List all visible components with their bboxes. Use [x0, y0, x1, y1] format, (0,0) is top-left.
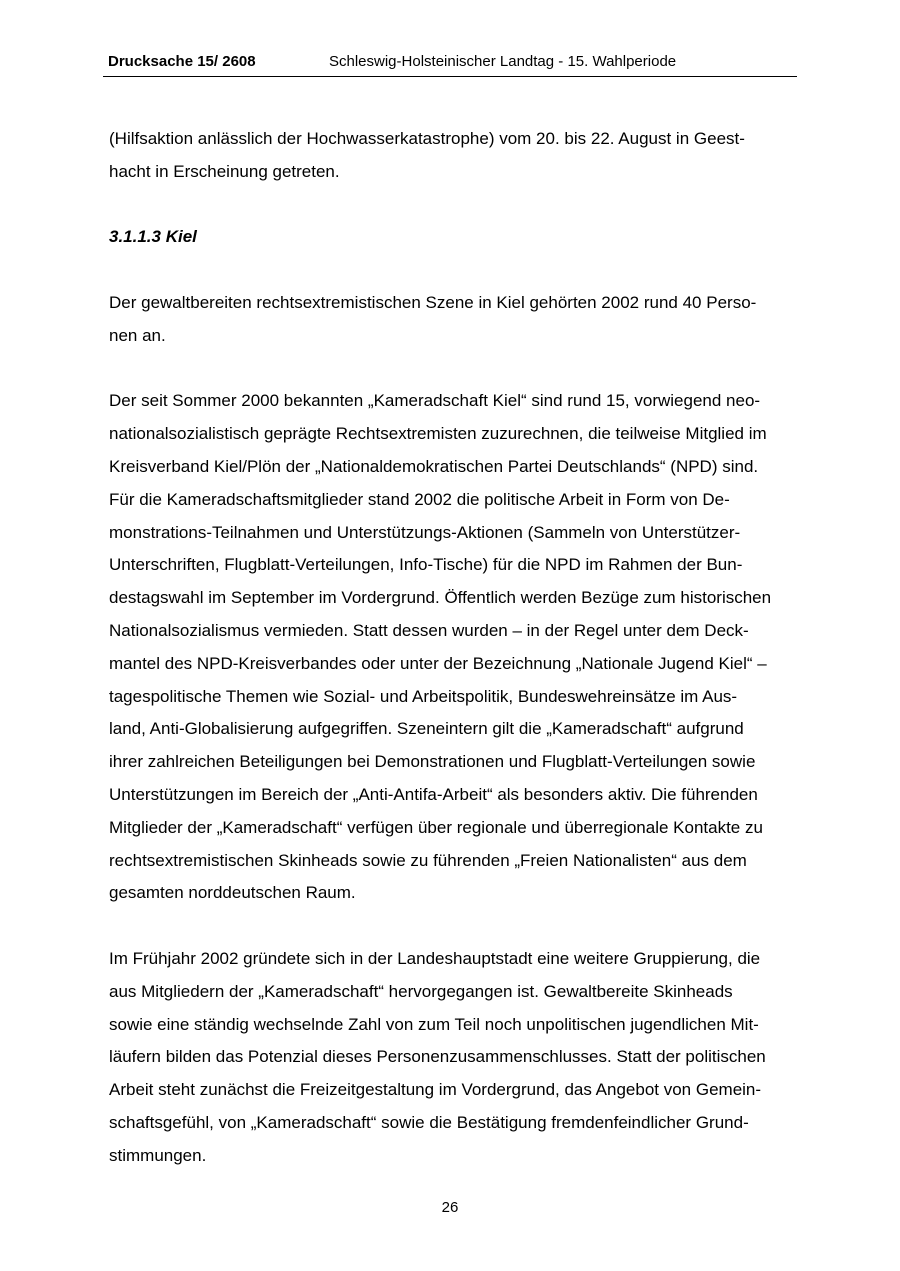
paragraph-spacer	[109, 353, 809, 386]
text-line: stimmungen.	[109, 1145, 207, 1165]
text-line: Kreisverband Kiel/Plön der „Nationaldemokratischen Partei Deutschlands“ (NPD) sind.	[109, 456, 759, 476]
text-line: nen an.	[109, 325, 166, 345]
text-line: Nationalsozialismus vermieden. Statt dessen wurden – in der Regel unter dem Deck-	[109, 620, 749, 640]
text-line: Im Frühjahr 2002 gründete sich in der Landeshauptstadt eine weitere Gruppierung, die	[109, 948, 761, 968]
text-line: monstrations-Teilnahmen und Unterstützungs-Aktionen (Sammeln von Unterstützer-	[109, 522, 741, 542]
parliament-title: Schleswig-Holsteinischer Landtag - 15. Wahlperiode	[329, 53, 677, 70]
text-line: Arbeit steht zunächst die Freizeitgestaltung im Vordergrund, das Angebot von Gemein-	[109, 1080, 762, 1100]
text-line: sowie eine ständig wechselnde Zahl von zum Teil noch unpolitischen jugendlichen Mit-	[109, 1014, 759, 1034]
text-line: Unterstützungen im Bereich der „Anti-Antifa-Arbeit“ als besonders aktiv. Die führenden	[109, 784, 758, 804]
page-header	[103, 52, 797, 77]
text-line: hacht in Erscheinung getreten.	[109, 161, 340, 181]
text-line: (Hilfsaktion anlässlich der Hochwasserkatastrophe) vom 20. bis 22. August in Geest-	[109, 129, 745, 148]
text-line: aus Mitgliedern der „Kameradschaft“ hervorgegangen ist. Gewaltbereite Skinheads	[109, 981, 733, 1001]
text-line: Mitglieder der „Kameradschaft“ verfügen über regionale und überregionale Kontakte zu	[109, 817, 763, 837]
paragraph-new-group	[109, 943, 809, 1173]
text-line: läufern bilden das Potenzial dieses Personenzusammenschlusses. Statt der politischen	[109, 1047, 766, 1067]
text-line: Unterschriften, Flugblatt-Verteilungen, Info-Tische) für die NPD im Rahmen der Bun-	[109, 555, 743, 575]
paragraph-intro	[109, 123, 809, 189]
text-line: destagswahl im September im Vordergrund. Öffentlich werden Bezüge zum historischen	[109, 588, 772, 608]
text-line: gesamten norddeutschen Raum.	[109, 883, 356, 903]
text-line: Der gewaltbereiten rechtsextremistischen Szene in Kiel gehörten 2002 rund 40 Perso-	[109, 292, 757, 312]
text-line: Für die Kameradschaftsmitglieder stand 2002 die politische Arbeit in Form von De-	[109, 489, 730, 509]
text-line: rechtsextremistischen Skinheads sowie zu führenden „Freien Nationalisten“ aus dem	[109, 850, 747, 870]
paragraph-kameradschaft	[109, 385, 809, 910]
paragraph-spacer	[109, 910, 809, 943]
text-line: schaftsgefühl, von „Kameradschaft“ sowie die Bestätigung fremdenfeindlicher Grund-	[109, 1112, 749, 1132]
text-line: Der seit Sommer 2000 bekannten „Kameradschaft Kiel“ sind rund 15, vorwiegend neo-	[109, 391, 761, 411]
text-line: nationalsozialistisch geprägte Rechtsextremisten zuzurechnen, die teilweise Mitglied im	[109, 424, 767, 444]
section-heading-kiel	[109, 221, 809, 254]
text-line: ihrer zahlreichen Beteiligungen bei Demonstrationen und Flugblatt-Verteilungen sowie	[109, 752, 756, 772]
paragraph-scene-size	[109, 287, 809, 353]
text-line: mantel des NPD-Kreisverbandes oder unter der Bezeichnung „Nationale Jugend Kiel“ –	[109, 653, 767, 673]
document-body	[109, 123, 809, 1173]
section-heading: 3.1.1.3 Kiel	[109, 227, 197, 247]
paragraph-spacer	[109, 189, 809, 222]
document-number: Drucksache 15/ 2608	[108, 53, 256, 70]
paragraph-spacer	[109, 254, 809, 287]
text-line: land, Anti-Globalisierung aufgegriffen. Szeneintern gilt die „Kameradschaft“ aufgrund	[109, 719, 744, 739]
page-number: 26	[441, 1199, 459, 1216]
text-line: tagespolitische Themen wie Sozial- und Arbeitspolitik, Bundeswehreinsätze im Aus-	[109, 686, 738, 706]
